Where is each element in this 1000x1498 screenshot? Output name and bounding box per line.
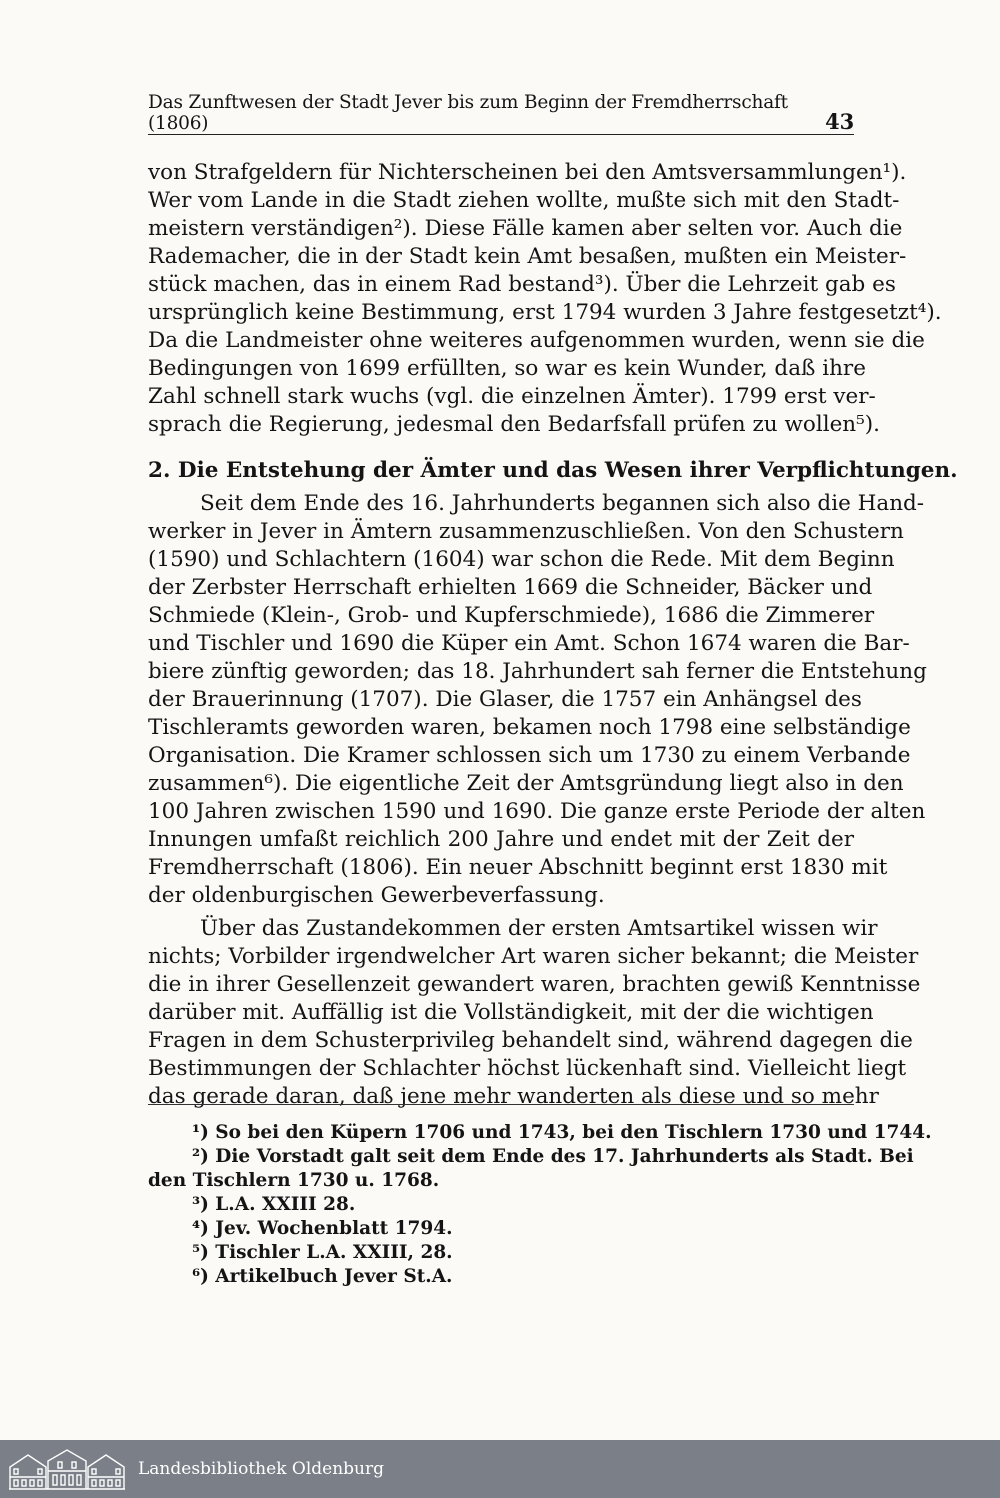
- text-line: nichts; Vorbilder irgendwelcher Art waren sicher bekannt; die Meister: [148, 944, 919, 969]
- text-line: Bestimmungen der Schlachter höchst lückenhaft sind. Vielleicht liegt: [148, 1056, 907, 1081]
- text-line: zusammen⁶). Die eigentliche Zeit der Amtsgründung liegt also in den: [148, 771, 904, 796]
- page-number: 43: [825, 109, 854, 134]
- text-line: das gerade daran, daß jene mehr wanderten als diese und so mehr: [148, 1084, 879, 1109]
- text-line: Innungen umfaßt reichlich 200 Jahre und endet mit der Zeit der: [148, 827, 854, 852]
- text-line: der Brauerinnung (1707). Die Glaser, die 1757 ein Anhängsel des: [148, 687, 862, 712]
- text-line: von Strafgeldern für Nichterscheinen bei den Amtsversammlungen¹).: [148, 160, 907, 185]
- library-building-icon: [8, 1447, 126, 1491]
- text-line: meistern verständigen²). Diese Fälle kamen aber selten vor. Auch die: [148, 216, 903, 241]
- text-line: darüber mit. Auffällig ist die Vollständigkeit, mit der die wichtigen: [148, 1000, 874, 1025]
- text-line: Organisation. Die Kramer schlossen sich um 1730 zu einem Verbande: [148, 743, 911, 768]
- footnote: ³) L.A. XXIII 28.: [192, 1194, 356, 1215]
- text-line: Schmiede (Klein-, Grob- und Kupferschmiede), 1686 die Zimmerer: [148, 603, 875, 628]
- text-line: Fragen in dem Schusterprivileg behandelt sind, während dagegen die: [148, 1028, 913, 1053]
- text-line: Seit dem Ende des 16. Jahrhunderts begannen sich also die Hand-: [200, 491, 925, 516]
- text-line: der Zerbster Herrschaft erhielten 1669 die Schneider, Bäcker und: [148, 575, 873, 600]
- text-line: der oldenburgischen Gewerbeverfassung.: [148, 883, 605, 908]
- footnote: ⁶) Artikelbuch Jever St.A.: [192, 1266, 453, 1287]
- footnote: den Tischlern 1730 u. 1768.: [148, 1170, 440, 1191]
- text-line: Fremdherrschaft (1806). Ein neuer Abschnitt beginnt erst 1830 mit: [148, 855, 888, 880]
- text-line: Bedingungen von 1699 erfüllten, so war es kein Wunder, daß ihre: [148, 356, 866, 381]
- library-footer-bar: [0, 1440, 1000, 1498]
- footnote: ²) Die Vorstadt galt seit dem Ende des 17. Jahrhunderts als Stadt. Bei: [192, 1146, 914, 1167]
- text-line: die in ihrer Gesellenzeit gewandert waren, brachten gewiß Kenntnisse: [148, 972, 921, 997]
- text-line: und Tischler und 1690 die Küper ein Amt. Schon 1674 waren die Bar-: [148, 631, 910, 656]
- text-line: werker in Jever in Ämtern zusammenzuschließen. Von den Schustern: [148, 519, 904, 544]
- text-line: Über das Zustandekommen der ersten Amtsartikel wissen wir: [200, 916, 878, 941]
- text-line: Tischleramts geworden waren, bekamen noch 1798 eine selbständige: [148, 715, 911, 740]
- footnote: ⁴) Jev. Wochenblatt 1794.: [192, 1218, 453, 1239]
- footnote-rule: [148, 1104, 854, 1105]
- text-line: Zahl schnell stark wuchs (vgl. die einzelnen Ämter). 1799 erst ver-: [148, 384, 876, 409]
- text-line: Wer vom Lande in die Stadt ziehen wollte, mußte sich mit den Stadt-: [148, 188, 900, 213]
- text-line: biere zünftig geworden; das 18. Jahrhundert sah ferner die Entstehung: [148, 659, 927, 684]
- text-line: 100 Jahren zwischen 1590 und 1690. Die ganze erste Periode der alten: [148, 799, 926, 824]
- running-head-title: Das Zunftwesen der Stadt Jever bis zum Beginn der Fremdherrschaft (1806): [148, 92, 788, 134]
- section-heading: 2. Die Entstehung der Ämter und das Wesen ihrer Verpflichtungen.: [148, 458, 958, 483]
- text-line: (1590) und Schlachtern (1604) war schon die Rede. Mit dem Beginn: [148, 547, 895, 572]
- running-head: [148, 92, 854, 135]
- text-line: stück machen, das in einem Rad bestand³). Über die Lehrzeit gab es: [148, 272, 896, 297]
- text-line: Rademacher, die in der Stadt kein Amt besaßen, mußten ein Meister-: [148, 244, 907, 269]
- library-name: Landesbibliothek Oldenburg: [138, 1459, 385, 1479]
- text-line: sprach die Regierung, jedesmal den Bedarfsfall prüfen zu wollen⁵).: [148, 412, 880, 437]
- footnote: ¹) So bei den Küpern 1706 und 1743, bei den Tischlern 1730 und 1744.: [192, 1122, 932, 1143]
- text-line: Da die Landmeister ohne weiteres aufgenommen wurden, wenn sie die: [148, 328, 925, 353]
- text-line: ursprünglich keine Bestimmung, erst 1794 wurden 3 Jahre festgesetzt⁴).: [148, 300, 942, 325]
- footnote: ⁵) Tischler L.A. XXIII, 28.: [192, 1242, 453, 1263]
